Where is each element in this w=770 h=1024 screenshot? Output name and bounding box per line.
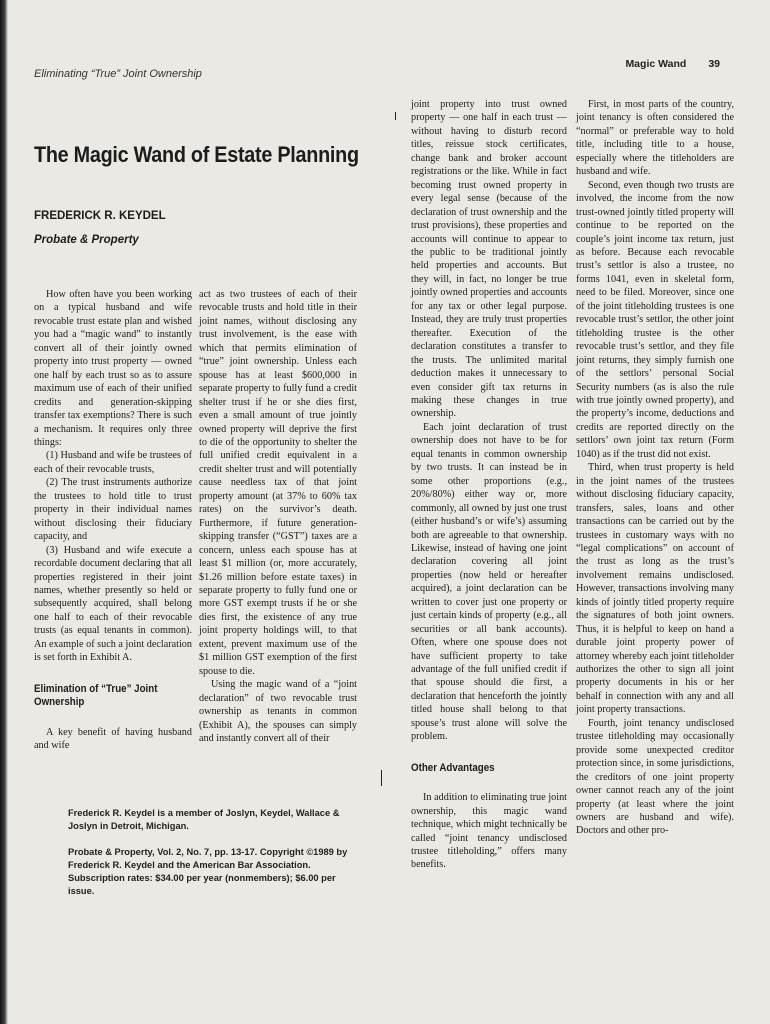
paragraph: (1) Husband and wife be trustees of each of their revocable trusts,: [34, 450, 192, 475]
running-header-title: Eliminating “True” Joint Ownership: [34, 68, 202, 80]
text-column-1: [34, 288, 192, 753]
paragraph: joint property into trust owned property — one half in each trust — without having to disturb record titles, reissue stock certificates, change bank and broker account registrations or the like. While in fact becoming trust owned property in every legal sense (because of the declaration of trust ownership and the trust provisions), these properties and accounts will continue to appear to the public to be traditional jointly held properties and accounts. But they will, in fact, no longer be true jointly owned properties and accounts for any tax or other legal purpose. Instead, they are truly trust properties thereafter. Execution of the declaration constitutes a transfer to the trusts. The unlimited marital deduction makes it unnecessary to even consider gift tax returns in making these changes in true ownership.: [411, 99, 567, 420]
paragraph: How often have you been working on a typical husband and wife revocable trust estate plan and wished you had a “magic wand” to instantly convert all of their jointly owned property into trust property — owned one half by each trust so as to assure maximum use of each of their unified credits and generation-skipping transfer tax exemptions? There is such a mechanism. It requires only three things:: [34, 289, 192, 448]
section-heading: Elimination of “True” Joint Ownership: [34, 682, 158, 709]
paragraph: Using the magic wand of a “joint declaration” of two revocable trust ownership as tenants in common (Exhibit A), the spouses can simply and instantly convert all of their: [199, 679, 357, 744]
paragraph: act as two trustees of each of their revocable trusts and hold title in their joint names, without disclosing any trust involvement, is the ease with which that permits elimination of “true” joint ownership. Unless each spouse has at least $600,000 in separate property to fully fund a credit shelter trust if he or she dies first, even a small amount of true jointly owned property will deprive the first to die of the opportunity to shelter the full unified credit equivalent in a credit shelter trust and will potentially cause needless tax of that joint property amount (at 37% to 60% tax rates) on the survivor’s death. Furthermore, if future generation-skipping transfer (“GST”) taxes are a concern, unless each spouse has at least $1 million (or, more accurately, $1.26 million before estate taxes) in separate property to fully fund one or more GST exempt trusts if he or she dies first, the existence of any true joint property holdings will, to that extent, prevent maximum use of the $1 million GST exemption of the first spouse to die.: [199, 289, 357, 677]
section-heading: Other Advantages: [411, 761, 495, 774]
paragraph: Third, when trust property is held in the joint names of the trustees without disclosing fiduciary capacity, transfers, sales, loans and other transactions can be carried out by the trustees in customary ways with no “legal complications” on account of the trust as long as the trust’s involvement remains undisclosed. However, transactions involving many kinds of jointly titled property require the signatures of both joint owners. Thus, it is helpful to keep on hand a durable joint property power of attorney whereby each joint titleholder authorizes the other to sign all joint property documents in his or her behalf in connection with any and all joint property transactions.: [576, 462, 734, 716]
page-number: 39: [708, 58, 720, 70]
paragraph: Fourth, joint tenancy undisclosed trustee titleholding may occasionally provide some unexpected creditor protection since, in some jurisdictions, the creditors of one joint property owner cannot reach any of the joint property (at least where the joint owners are husband and wife). Doctors and other pro-: [576, 717, 734, 837]
article-title: The Magic Wand of Estate Planning: [34, 142, 359, 167]
copyright-notice: Probate & Property, Vol. 2, No. 7, pp. 13-17. Copyright ©1989 by Frederick R. Keydel and the American Bar Association. Subscription rates: $34.00 per year (nonmembers); $6.00 per issue.: [68, 847, 348, 896]
paragraph: (3) Husband and wife execute a recordable document declaring that all properties registered in their joint names, whether presently so held or subsequently acquired, shall belong one half to each of their revocable trusts (as equal tenants in common). An example of such a joint declaration is set forth in Exhibit A.: [34, 544, 192, 664]
scan-mark: [395, 112, 396, 120]
magazine-name: Magic Wand: [625, 58, 687, 70]
author-name: FREDERICK R. KEYDEL: [34, 210, 166, 222]
text-column-4: [576, 98, 734, 838]
publication-name: Probate & Property: [34, 234, 139, 246]
paragraph: First, in most parts of the country, joint tenancy is often considered the “normal” or preferable way to hold title, including title to a house, especially where the titleholders are husband and wife.: [576, 99, 734, 178]
paragraph: A key benefit of having husband and wife: [34, 726, 192, 752]
paragraph: Each joint declaration of trust ownership does not have to be for equal tenants in common ownership by two trusts. It can instead be in some other proportions (e.g., 20%/80%) either way or, more commonly, all owned by just one trust (either husband’s or wife’s) assuming both are agreeable to that ownership. Likewise, instead of having one joint declaration covering all joint properties (now held or hereafter acquired), a joint declaration can be written to cover just one property or just certain kinds of property (e.g., all securities or all bank accounts). Often, where one spouse does not have sufficient property to take advantage of the full unified credit if that spouse should die first, a declaration that henceforth the jointly titled house shall belong to that spouse’s trust alone will solve the problem.: [411, 421, 567, 743]
author-bio: Frederick R. Keydel is a member of Joslyn, Keydel, Wallace & Joslyn in Detroit, Michigan.: [68, 808, 340, 831]
scan-mark: [381, 770, 382, 786]
text-column-3: [411, 98, 567, 872]
text-column-2: [199, 288, 357, 745]
author-footnote: [68, 807, 358, 911]
paragraph: Second, even though two trusts are involved, the income from the now trust-owned jointly titled property will continue to be reported on the couple’s joint income tax return, just as before. Because each revocable trust’s settlor is also a trustee, no forms 1041, even in skeletal form, need to be filed. Moreover, since one of the joint titleholding trustees is one revocable trust’s settlor, the other joint titleholding trustee is the other revocable trust’s settlor, and they file joint returns, they simply furnish one of the settlors’ personal Social Security numbers (as is also the rule with true jointly owned property), and the property’s income, deductions and credits are reported directly on the settlors’ own joint tax return (Form 1040) as if the trust did not exist.: [576, 179, 734, 460]
running-header-right: [625, 58, 720, 70]
paragraph: (2) The trust instruments authorize the trustees to hold title to trust property in their individual names without disclosing their fiduciary capacity, and: [34, 477, 192, 543]
paragraph: In addition to eliminating true joint ownership, this magic wand technique, which might technically be called “joint tenancy undisclosed trustee titleholding,” offers many benefits.: [411, 792, 567, 871]
page-edge-shadow: [0, 0, 8, 1024]
